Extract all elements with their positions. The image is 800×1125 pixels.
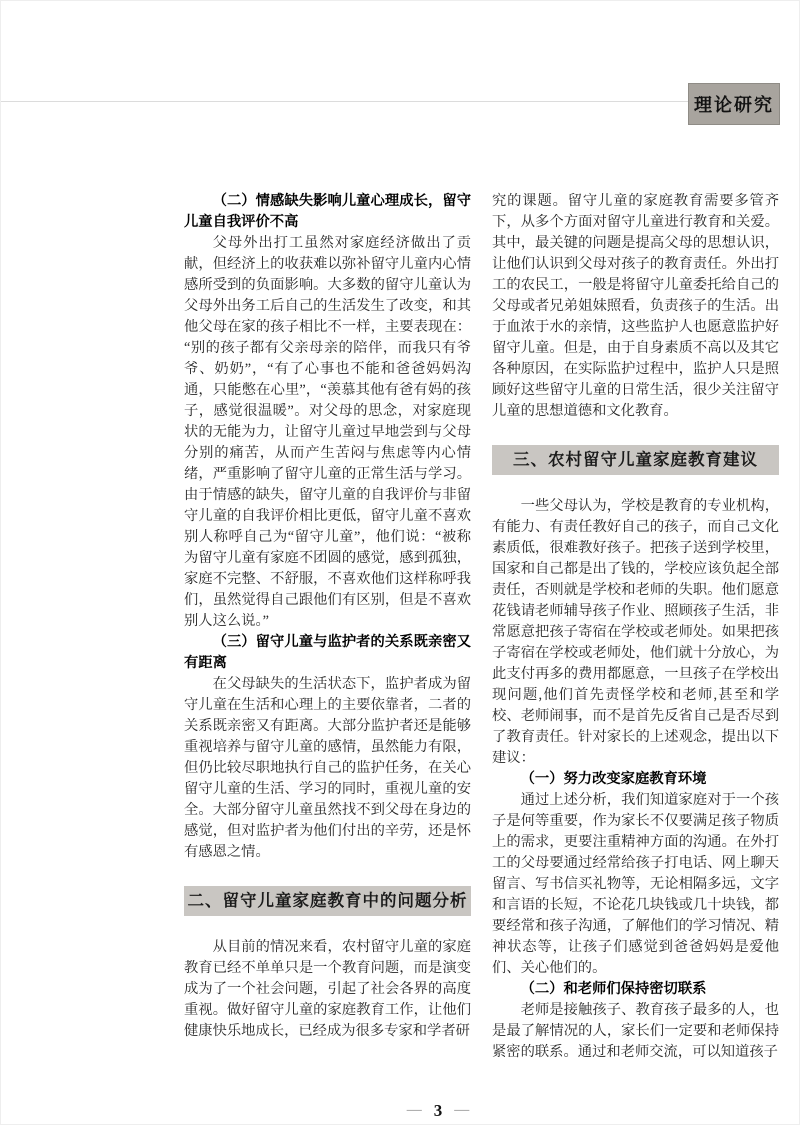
- header-rule: [1, 101, 689, 102]
- footer-dash-left: —: [406, 1102, 422, 1118]
- column-header-tag: 理论研究: [688, 83, 780, 125]
- sub-heading: （二）和老师们保持密切联系: [520, 981, 707, 997]
- section-heading-band: 二、留守儿童家庭教育中的问题分析: [184, 886, 471, 916]
- left-text-column: [184, 191, 471, 1063]
- footer-dash-right: —: [454, 1102, 470, 1118]
- right-text-column: [492, 191, 779, 1063]
- body-paragraph: 一些父母认为，学校是教育的专业机构，有能力、有责任教好自己的孩子，而自己文化素质低，很难教好孩子。把孩子送到学校里，国家和自己都是出了钱的，学校应该负起全部责任，否则就是学校和老师的失职。他们愿意花钱请老师辅导孩子作业、照顾孩子生活，非常愿意把孩子寄宿在学校或老师处。如果把孩子寄宿在学校或老师处，他们就十分放心，为此支付再多的费用都愿意，一旦孩子在学校出现问题,他们首先责怪学校和老师,甚至和学校、老师闹事，而不是首先反省自己是否尽到了教育责任。针对家长的上述观念，提出以下建议：: [492, 498, 779, 766]
- section-heading-band: 三、农村留守儿童家庭教育建议: [492, 445, 779, 475]
- body-paragraph: 在父母缺失的生活状态下，监护者成为留守儿童在生活和心理上的主要依靠者，二者的关系既亲密又有距离。大部分监护者还是能够重视培养与留守儿童的感情，虽然能力有限，但仍比较尽职地执行自己的监护任务，在关心留守儿童的生活、学习的同时，重视儿童的安全。大部分留守儿童虽然找不到父母在身边的感觉，但对监护者为他们付出的辛劳，还是怀有感恩之情。: [184, 676, 471, 860]
- page-content: [184, 191, 779, 1063]
- sub-heading: （二）情感缺失影响儿童心理成长，留守儿童自我评价不高: [184, 193, 471, 230]
- body-paragraph: 老师是接触孩子、教育孩子最多的人，也是最了解情况的人，家长们一定要和老师保持紧密的联系。通过和老师交流，可以知道孩子: [492, 1002, 779, 1060]
- body-paragraph: 究的课题。留守儿童的家庭教育需要多管齐下，从多个方面对留守儿童进行教育和关爱。其中，最关键的问题是提高父母的思想认识，让他们认识到父母对孩子的教育责任。外出打工的农民工，一般是将留守儿童委托给自己的父母或者兄弟姐妹照看，负责孩子的生活。出于血浓于水的亲情，这些监护人也愿意监护好留守儿童。但是，由于自身素质不高以及其它各种原因，在实际监护过程中，监护人只是照顾好这些留守儿童的日常生活，很少关注留守儿童的思想道德和文化教育。: [492, 193, 779, 419]
- body-paragraph: 从目前的情况来看，农村留守儿童的家庭教育已经不单单只是一个教育问题，而是演变成为了一个社会问题，引起了社会各界的高度重视。做好留守儿童的家庭教育工作，让他们健康快乐地成长，已经成为很多专家和学者研: [184, 939, 471, 1039]
- sub-heading: （一）努力改变家庭教育环境: [520, 771, 707, 787]
- sub-heading: （三）留守儿童与监护者的关系既亲密又有距离: [184, 634, 471, 671]
- page-footer: [1, 1101, 800, 1121]
- body-paragraph: 父母外出打工虽然对家庭经济做出了贡献，但经济上的收获难以弥补留守儿童内心情感所受到的负面影响。大多数的留守儿童认为父母外出务工后自己的生活发生了改变，和其他父母在家的孩子相比不一样，主要表现在：“别的孩子都有父亲母亲的陪伴，而我只有爷爷、奶奶”，“有了心事也不能和爸爸妈妈沟通，只能憋在心里”，“羡慕其他有爸有妈的孩子，感觉很温暖”。对父母的思念，对家庭现状的无能为力，让留守儿童过早地尝到与父母分别的痛苦，从而产生苦闷与焦虑等内心情绪，严重影响了留守儿童的正常生活与学习。由于情感的缺失，留守儿童的自我评价与非留守儿童的自我评价相比更低，留守儿童不喜欢别人称呼自己为“留守儿童”，他们说：“被称为留守儿童有家庭不团圆的感觉，感到孤独，家庭不完整、不舒服，不喜欢他们这样称呼我们，虽然觉得自己跟他们有区别，但是不喜欢别人这么说。”: [184, 235, 471, 629]
- body-paragraph: 通过上述分析，我们知道家庭对于一个孩子是何等重要，作为家长不仅要满足孩子物质上的需求，更要注重精神方面的沟通。在外打工的父母要通过经常给孩子打电话、网上聊天留言、写书信买礼物等，无论相隔多远，文字和言语的长短，不论花几块钱或几十块钱，都要经常和孩子沟通，了解他们的学习情况、精神状态等，让孩子们感觉到爸爸妈妈是爱他们、关心他们的。: [492, 792, 779, 976]
- page-number: 3: [433, 1101, 443, 1120]
